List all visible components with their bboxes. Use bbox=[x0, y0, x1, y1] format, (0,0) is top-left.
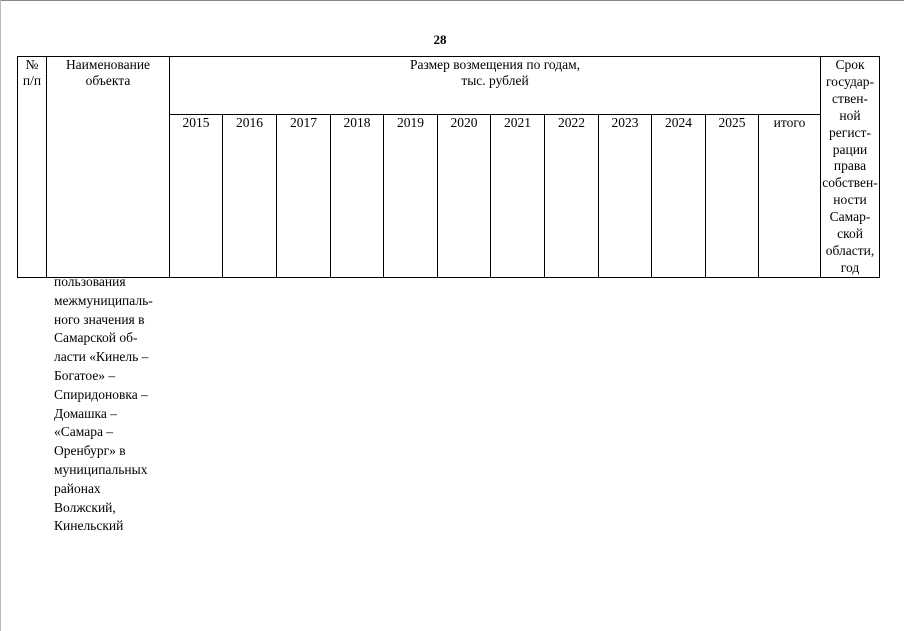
year-2018: 2018 bbox=[331, 115, 384, 277]
header-registration-term bbox=[821, 57, 880, 278]
header-object-name-label: Наименование объекта bbox=[65, 57, 151, 88]
year-2016: 2016 bbox=[223, 115, 277, 277]
year-2025: 2025 bbox=[706, 115, 759, 277]
year-2019: 2019 bbox=[384, 115, 438, 277]
year-2024: 2024 bbox=[652, 115, 706, 277]
year-2020: 2020 bbox=[438, 115, 491, 277]
header-number bbox=[18, 57, 47, 278]
year-2015: 2015 bbox=[170, 115, 223, 277]
header-registration-term-label: Срок государ- ствен- ной регист- рации права собствен- ности Самар- ской области, год bbox=[822, 57, 878, 275]
table-header-row bbox=[18, 57, 880, 115]
year-2022: 2022 bbox=[545, 115, 599, 277]
header-object-name bbox=[47, 57, 170, 278]
header-compensation-amount bbox=[170, 57, 821, 115]
header-number-label: № п/п bbox=[22, 57, 42, 88]
year-2021: 2021 bbox=[491, 115, 545, 277]
page-edge-top bbox=[0, 0, 904, 1]
year-total: итого bbox=[759, 115, 821, 277]
compensation-table bbox=[17, 56, 880, 278]
year-2023: 2023 bbox=[599, 115, 652, 277]
year-2017: 2017 bbox=[277, 115, 331, 277]
page-edge-left bbox=[0, 0, 1, 631]
object-name-continuation: пользования межмуниципаль- ного значения в Самарской об- ласти «Кинель – Богатое» – Спиридоновка – Домашка – «Самара – Оренбург» в муниципальных районах Волжский, Кинельский bbox=[54, 274, 153, 534]
header-compensation-amount-label: Размер возмещения по годам, тыс. рублей bbox=[409, 57, 581, 88]
page-number: 28 bbox=[433, 32, 447, 47]
